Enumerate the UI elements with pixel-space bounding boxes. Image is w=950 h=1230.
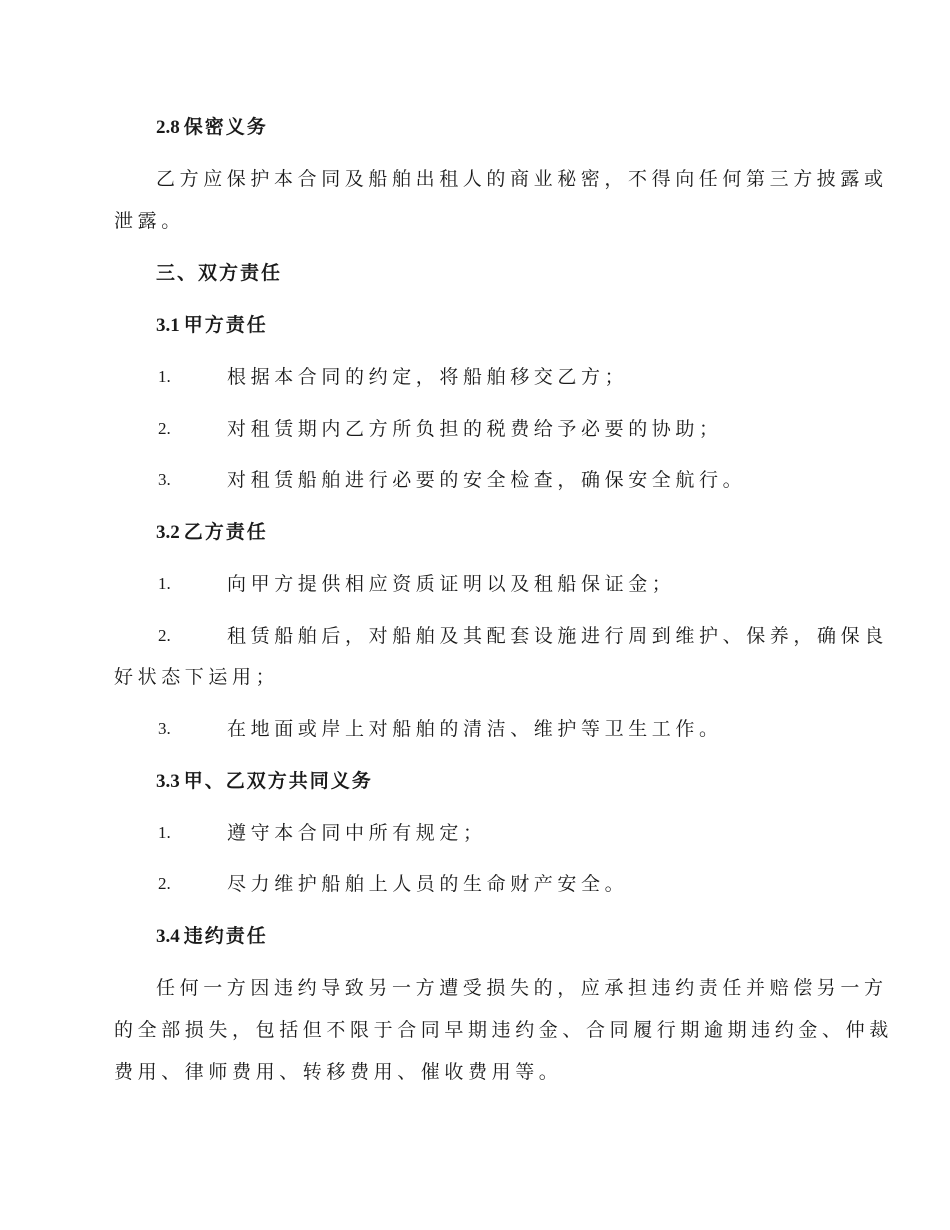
list-number: 1. xyxy=(158,823,171,842)
list-text: 尽力维护船舶上人员的生命财产安全。 xyxy=(227,873,629,895)
section-number: 3.3 xyxy=(156,771,180,792)
list-number: 2. xyxy=(158,626,171,645)
list-number: 3. xyxy=(158,470,171,489)
list-number: 1. xyxy=(158,574,171,593)
section-title: 乙方责任 xyxy=(183,521,268,543)
paragraph-line: 泄露。 xyxy=(114,210,185,232)
section-number: 2.8 xyxy=(156,117,180,138)
section-title: 甲、乙双方共同义务 xyxy=(183,770,373,792)
section-title: 甲方责任 xyxy=(183,314,268,336)
section-title: 保密义务 xyxy=(183,116,268,138)
list-text: 向甲方提供相应资质证明以及租船保证金； xyxy=(227,573,676,595)
section-heading-3-3 xyxy=(156,768,373,795)
section-title: 违约责任 xyxy=(183,925,268,947)
list-text: 根据本合同的约定，将船舶移交乙方； xyxy=(227,366,629,388)
paragraph-line: 任何一方因违约导致另一方遭受损失的，应承担违约责任并赔偿另一方 xyxy=(156,977,888,999)
chapter-heading-3: 三、双方责任 xyxy=(156,262,283,284)
paragraph-line: 乙方应保护本合同及船舶出租人的商业秘密，不得向任何第三方披露或 xyxy=(156,168,888,190)
list-number: 2. xyxy=(158,874,171,893)
section-heading-3-1 xyxy=(156,312,268,339)
list-number: 1. xyxy=(158,367,171,386)
section-number: 3.1 xyxy=(156,315,180,336)
section-heading-3-2 xyxy=(156,519,268,546)
list-text: 遵守本合同中所有规定； xyxy=(227,822,487,844)
list-text: 在地面或岸上对船舶的清洁、维护等卫生工作。 xyxy=(227,718,723,740)
list-number: 3. xyxy=(158,719,171,738)
section-number: 3.4 xyxy=(156,926,180,947)
section-heading-2-8 xyxy=(156,114,268,141)
list-text-continued: 好状态下运用； xyxy=(114,666,280,688)
list-text: 对租赁期内乙方所负担的税费给予必要的协助； xyxy=(227,418,723,440)
paragraph-line: 的全部损失，包括但不限于合同早期违约金、合同履行期逾期违约金、仲裁 xyxy=(114,1019,893,1041)
list-number: 2. xyxy=(158,419,171,438)
section-number: 3.2 xyxy=(156,522,180,543)
list-text: 对租赁船舶进行必要的安全检查，确保安全航行。 xyxy=(227,469,747,491)
list-text: 租赁船舶后，对船舶及其配套设施进行周到维护、保养，确保良 xyxy=(227,625,888,647)
paragraph-line: 费用、律师费用、转移费用、催收费用等。 xyxy=(114,1061,563,1083)
section-heading-3-4 xyxy=(156,923,268,950)
